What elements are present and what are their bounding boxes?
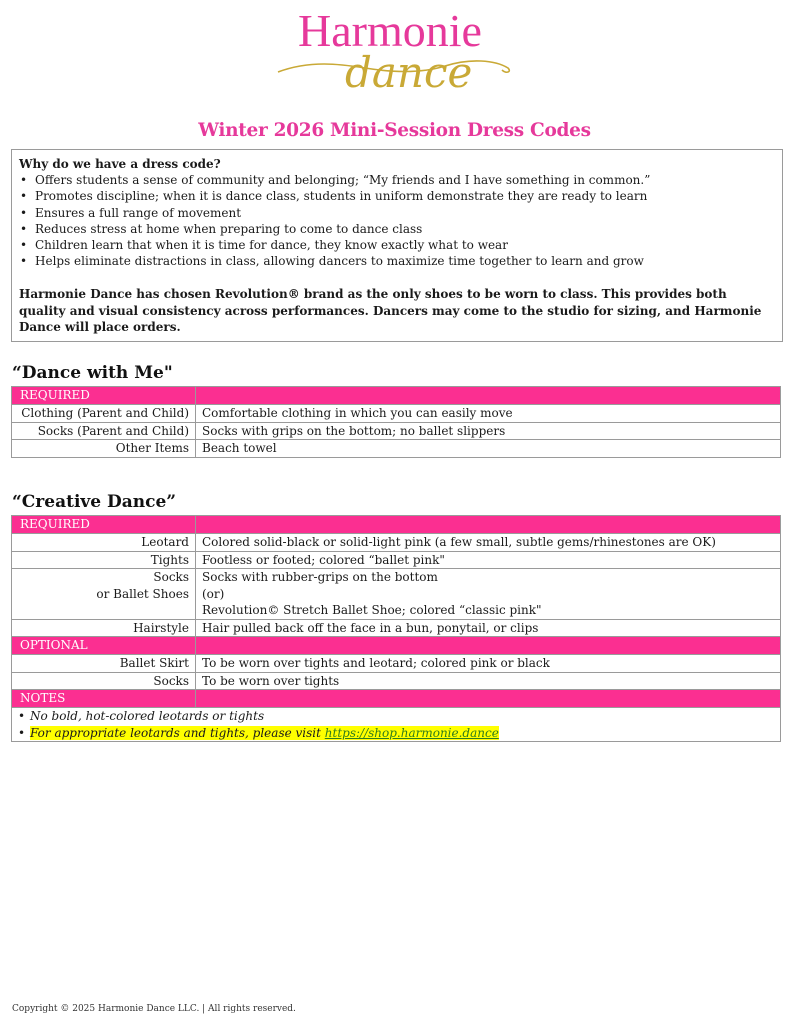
- creative-dance-table: [11, 515, 781, 742]
- copyright-footer: Copyright © 2025 Harmonie Dance LLC. | All rights reserved.: [12, 1004, 296, 1014]
- reason-item: • Reduces stress at home when preparing to come to dance class: [19, 221, 775, 237]
- table-row: [12, 440, 781, 458]
- detail-line: Revolution© Stretch Ballet Shoe; colored “classic pink": [202, 603, 542, 617]
- table-row: [12, 655, 781, 673]
- item-label: Hairstyle: [12, 619, 196, 637]
- optional-label: OPTIONAL: [12, 637, 196, 655]
- notes-label: NOTES: [12, 690, 196, 708]
- detail-line: Socks with rubber-grips on the bottom: [202, 570, 438, 584]
- item-detail: Colored solid-black or solid-light pink (a few small, subtle gems/rhinestones are OK): [196, 534, 781, 552]
- item-detail: Comfortable clothing in which you can easily move: [196, 405, 781, 423]
- detail-line: (or): [202, 586, 225, 601]
- creative-dance-title: “Creative Dance”: [12, 492, 177, 512]
- table-row: [12, 672, 781, 690]
- item-detail: [196, 569, 781, 620]
- shop-note-text: For appropriate leotards and tights, please visit: [30, 725, 325, 740]
- reason-item: • Offers students a sense of community and belonging; “My friends and I have something in common.”: [19, 172, 775, 188]
- item-detail: Beach towel: [196, 440, 781, 458]
- table-row: [12, 405, 781, 423]
- reason-item: • Helps eliminate distractions in class, allowing dancers to maximize time together to learn and grow: [19, 253, 775, 269]
- table-row: [12, 551, 781, 569]
- note-item: • No bold, hot-colored leotards or tights: [18, 708, 774, 725]
- table-row: [12, 619, 781, 637]
- item-label: Clothing (Parent and Child): [12, 405, 196, 423]
- table-row: [12, 534, 781, 552]
- harmonie-dance-logo: [270, 2, 520, 102]
- why-question: Why do we have a dress code?: [19, 157, 221, 171]
- item-label: [12, 569, 196, 620]
- shop-note-highlight: [30, 726, 499, 740]
- required-band: [12, 387, 781, 405]
- item-label: Ballet Skirt: [12, 655, 196, 673]
- item-label: Leotard: [12, 534, 196, 552]
- notes-band: [12, 690, 781, 708]
- reasons-list: [19, 172, 775, 269]
- logo-script: dance: [345, 48, 473, 97]
- optional-band: [12, 637, 781, 655]
- required-label: REQUIRED: [12, 516, 196, 534]
- notes-cell: [12, 708, 781, 742]
- why-dress-code-box: [11, 149, 783, 342]
- item-detail: Hair pulled back off the face in a bun, ponytail, or clips: [196, 619, 781, 637]
- note-item: [18, 725, 774, 742]
- item-label-line: Socks: [153, 570, 189, 584]
- item-label: Tights: [12, 551, 196, 569]
- dance-with-me-title: “Dance with Me": [12, 363, 173, 383]
- shop-link[interactable]: https://shop.harmonie.dance: [324, 725, 499, 740]
- dance-with-me-table: [11, 386, 781, 458]
- table-row: [12, 422, 781, 440]
- notes-list: [18, 708, 774, 741]
- reason-item: • Promotes discipline; when it is dance class, students in uniform demonstrate they are ready to learn: [19, 188, 775, 204]
- item-detail: Socks with grips on the bottom; no ballet slippers: [196, 422, 781, 440]
- item-detail: To be worn over tights and leotard; colored pink or black: [196, 655, 781, 673]
- notes-row: [12, 708, 781, 742]
- required-band: [12, 516, 781, 534]
- item-detail: To be worn over tights: [196, 672, 781, 690]
- reason-item: • Ensures a full range of movement: [19, 205, 775, 221]
- item-label: Other Items: [12, 440, 196, 458]
- shoe-brand-statement: Harmonie Dance has chosen Revolution® brand as the only shoes to be worn to class. This provides both quality and visual consistency across performances. Dancers may come to the studio for sizing, and Harmonie Dance will place orders.: [19, 287, 762, 334]
- table-row: [12, 569, 781, 620]
- reason-item: • Children learn that when it is time for dance, they know exactly what to wear: [19, 237, 775, 253]
- item-label-line: or Ballet Shoes: [96, 586, 189, 601]
- page-title: Winter 2026 Mini-Session Dress Codes: [198, 120, 591, 141]
- logo-wordmark: Harmonie: [298, 5, 482, 56]
- item-detail: Footless or footed; colored “ballet pink": [196, 551, 781, 569]
- required-label: REQUIRED: [12, 387, 196, 405]
- item-label: Socks (Parent and Child): [12, 422, 196, 440]
- item-label: Socks: [12, 672, 196, 690]
